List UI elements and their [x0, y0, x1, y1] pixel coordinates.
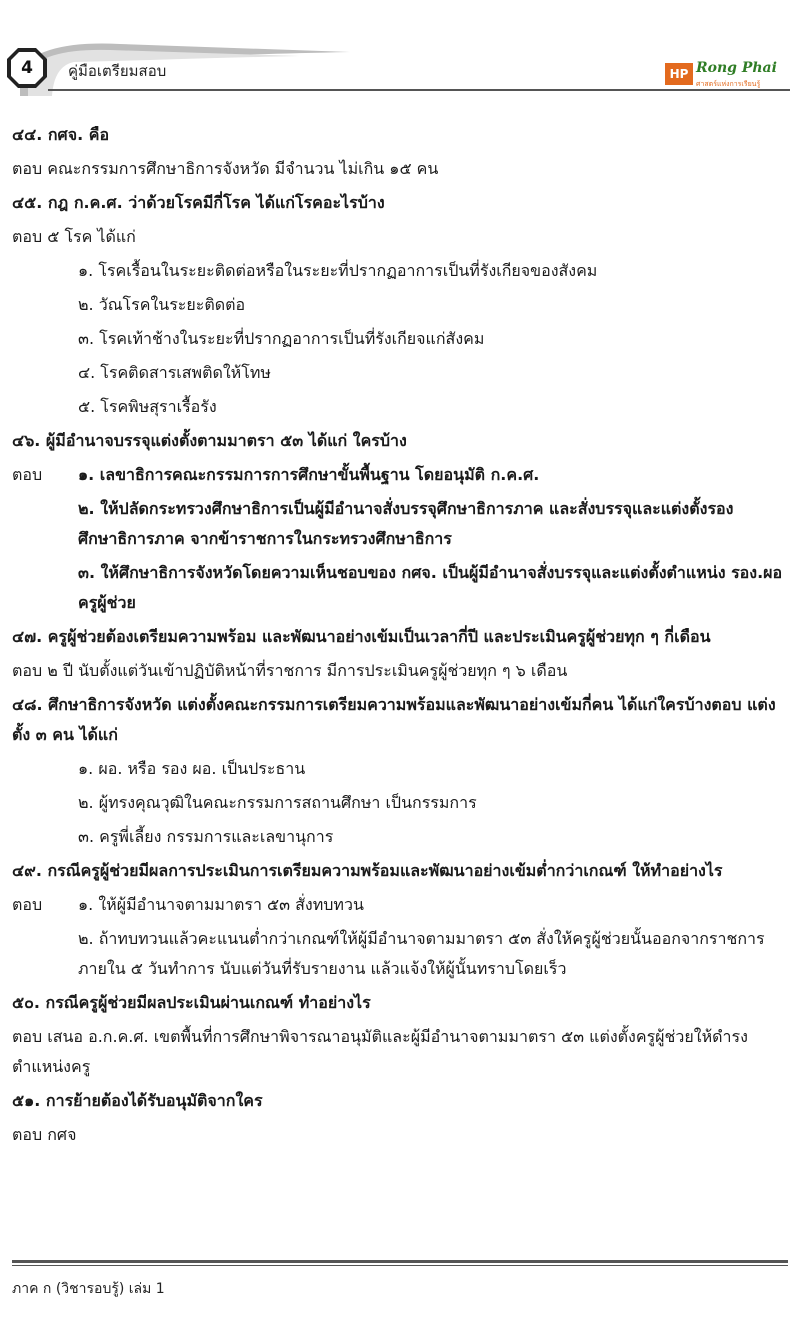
answer-49-row: [12, 888, 788, 922]
list-item: ๑. โรคเรื้อนในระยะติดต่อหรือในระยะที่ปรากฏอาการเป็นที่รังเกียจของสังคม: [78, 261, 598, 280]
logo-subtitle: ศาสตร์แห่งการเรียนรู้: [696, 80, 761, 88]
list-item: ๓. ครูพี่เลี้ยง กรรมการและเลขานุการ: [78, 827, 334, 846]
footer-divider: [12, 1260, 788, 1266]
question-51: ๕๑. การย้ายต้องได้รับอนุมัติจากใคร: [12, 1091, 263, 1110]
brand-logo: [665, 57, 781, 87]
question-49: ๔๙. กรณีครูผู้ช่วยมีผลการประเมินการเตรียมความพร้อมและพัฒนาอย่างเข้มต่ำกว่าเกณฑ์ ให้ทำอย่างไร: [12, 861, 723, 880]
header-title: คู่มือเตรียมสอบ: [68, 62, 167, 80]
answer-46-row: [12, 458, 788, 492]
list-item: ๑. ผอ. หรือ รอง ผอ. เป็นประธาน: [78, 759, 306, 778]
question-45: ๔๕. กฎ ก.ค.ศ. ว่าด้วยโรคมีกี่โรค ได้แก่โรคอะไรบ้าง: [12, 193, 385, 212]
logo-mark: HP: [665, 63, 693, 85]
list-item: ๕. โรคพิษสุราเรื้อรัง: [78, 397, 217, 416]
question-47: ๔๗. ครูผู้ช่วยต้องเตรียมความพร้อม และพัฒนาอย่างเข้มเป็นเวลากี่ปี และประเมินครูผู้ช่วยทุก ๆ กี่เดือน: [12, 627, 711, 646]
answer-label: ตอบ: [12, 465, 43, 484]
list-item: ๔. โรคติดสารเสพติดให้โทษ: [78, 363, 271, 382]
question-44: ๔๔. กศจ. คือ: [12, 125, 110, 144]
answer-45: ตอบ ๕ โรค ได้แก่: [12, 227, 136, 246]
answer-46-item-3: ๓. ให้ศึกษาธิการจังหวัดโดยความเห็นชอบของ กศจ. เป็นผู้มีอำนาจสั่งบรรจุและแต่งตั้งตำแหน่ง รอง.ผอ ครูผู้ช่วย: [78, 563, 783, 612]
page-header: [0, 0, 800, 100]
answer-49-item-1: ๑. ให้ผู้มีอำนาจตามมาตรา ๕๓ สั่งทบทวน: [78, 895, 364, 914]
answer-44: ตอบ คณะกรรมการศึกษาธิการจังหวัด มีจำนวน ไม่เกิน ๑๕ คน: [12, 159, 439, 178]
question-48: ๔๘. ศึกษาธิการจังหวัด แต่งตั้งคณะกรรมการเตรียมความพร้อมและพัฒนาอย่างเข้มกี่คน ได้แก่ใครบ้างตอบ แต่งตั้ง ๓ คน ได้แก่: [12, 695, 776, 744]
answer-50: ตอบ เสนอ อ.ก.ค.ศ. เขตพื้นที่การศึกษาพิจารณาอนุมัติและผู้มีอำนาจตามมาตรา ๕๓ แต่งตั้งครูผู้ช่วยให้ดำรงตำแหน่งครู: [12, 1027, 748, 1076]
footer-text: ภาค ก (วิชารอบรู้) เล่ม 1: [12, 1281, 165, 1297]
list-item: ๒. วัณโรคในระยะติดต่อ: [78, 295, 246, 314]
answer-label: ตอบ: [12, 895, 43, 914]
question-46: ๔๖. ผู้มีอำนาจบรรจุแต่งตั้งตามมาตรา ๕๓ ได้แก่ ใครบ้าง: [12, 431, 407, 450]
answer-46-item-1: ๑. เลขาธิการคณะกรรมการการศึกษาขั้นพื้นฐาน โดยอนุมัติ ก.ค.ศ.: [78, 465, 540, 484]
answer-51: ตอบ กศจ: [12, 1125, 77, 1144]
logo-name: Rong Phai: [696, 60, 777, 76]
answer-46-item-2: ๒. ให้ปลัดกระทรวงศึกษาธิการเป็นผู้มีอำนาจสั่งบรรจุศึกษาธิการภาค และสั่งบรรจุและแต่งตั้งรองศึกษาธิการภาค จากข้าราชการในกระทรวงศึกษาธิการ: [78, 499, 734, 548]
question-50: ๕๐. กรณีครูผู้ช่วยมีผลประเมินผ่านเกณฑ์ ทำอย่างไร: [12, 993, 371, 1012]
answer-47: ตอบ ๒ ปี นับตั้งแต่วันเข้าปฏิบัติหน้าที่ราชการ มีการประเมินครูผู้ช่วยทุก ๆ ๖ เดือน: [12, 661, 568, 680]
list-item: ๓. โรคเท้าช้างในระยะที่ปรากฏอาการเป็นที่รังเกียจแก่สังคม: [78, 329, 485, 348]
page-number: 4: [21, 58, 33, 78]
list-item: ๒. ผู้ทรงคุณวุฒิในคณะกรรมการสถานศึกษา เป็นกรรมการ: [78, 793, 477, 812]
answer-49-item-2: ๒. ถ้าทบทวนแล้วคะแนนต่ำกว่าเกณฑ์ให้ผู้มีอำนาจตามมาตรา ๕๓ สั่งให้ครูผู้ช่วยนั้นออกจากราชการภายใน ๕ วันทำการ นับแต่วันที่รับรายงาน แล้วแจ้งให้ผู้นั้นทราบโดยเร็ว: [78, 929, 765, 978]
document-body: [12, 118, 788, 1152]
